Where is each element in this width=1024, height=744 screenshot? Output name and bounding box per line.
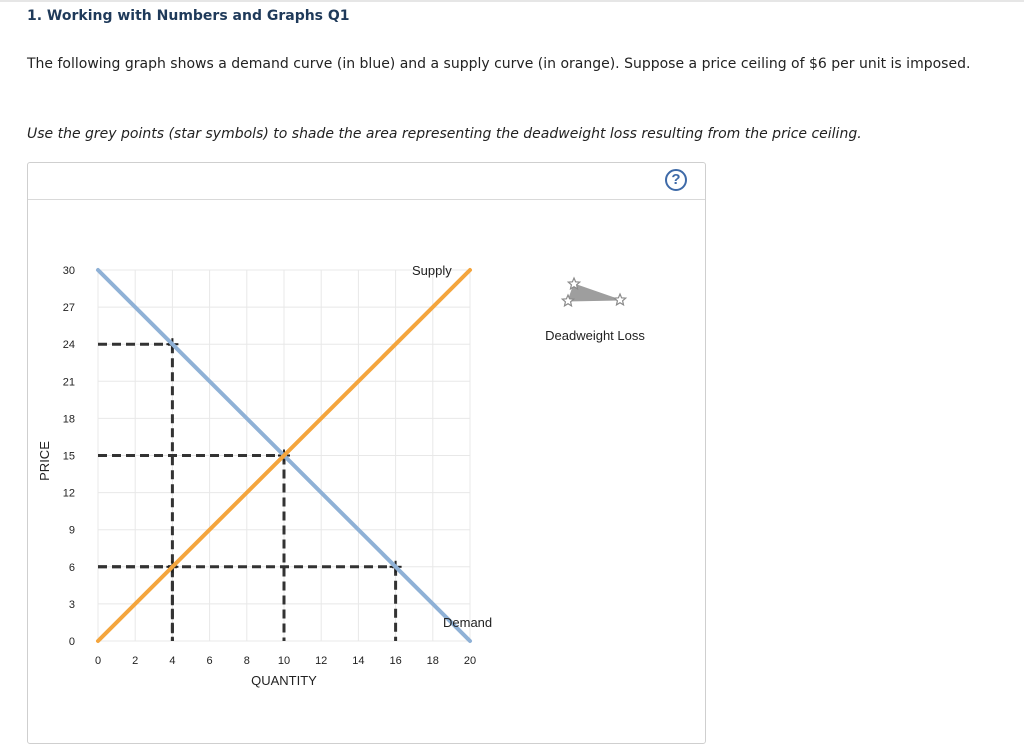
y-tick-label: 15 [62, 450, 75, 463]
y-tick-label: 3 [68, 598, 75, 611]
y-tick-label: 12 [62, 487, 75, 500]
question-title: 1. Working with Numbers and Graphs Q1 [27, 8, 350, 24]
x-tick-label: 10 [277, 655, 291, 667]
y-tick-label: 18 [62, 413, 75, 426]
y-tick-label: 21 [62, 376, 75, 389]
x-tick-label: 18 [426, 655, 439, 667]
y-tick-label: 30 [62, 265, 75, 277]
y-tick-label: 24 [62, 339, 75, 352]
star-icon[interactable] [614, 294, 625, 305]
x-tick-label: 6 [206, 655, 213, 667]
x-tick-label: 8 [243, 655, 250, 667]
question-instruction: Use the grey points (star symbols) to shade the area representing the deadweight loss resulting from the price ceiling. [27, 126, 862, 142]
x-tick-label: 16 [389, 655, 402, 667]
help-button[interactable]: ? [665, 169, 687, 191]
y-tick-label: 0 [68, 636, 75, 648]
question-text: The following graph shows a demand curve (in blue) and a supply curve (in orange). Suppose a price ceiling of $6 per unit is imposed. [27, 56, 971, 72]
y-tick-label: 27 [62, 302, 75, 315]
x-tick-label: 0 [94, 655, 102, 667]
y-tick-label: 6 [68, 561, 75, 574]
y-axis-title: PRICE [37, 441, 52, 481]
x-tick-label: 2 [132, 655, 139, 667]
x-tick-label: 20 [463, 655, 477, 667]
y-tick-label: 9 [68, 524, 75, 537]
x-tick-label: 4 [169, 655, 176, 667]
deadweight-loss-label: Deadweight Loss [545, 328, 645, 343]
deadweight-loss-tool[interactable] [545, 278, 645, 343]
x-axis-title: QUANTITY [251, 673, 317, 688]
supply-curve-label: Supply [412, 263, 452, 278]
x-tick-label: 12 [315, 655, 328, 667]
demand-curve-label: Demand [443, 615, 493, 630]
x-tick-label: 14 [352, 655, 365, 667]
